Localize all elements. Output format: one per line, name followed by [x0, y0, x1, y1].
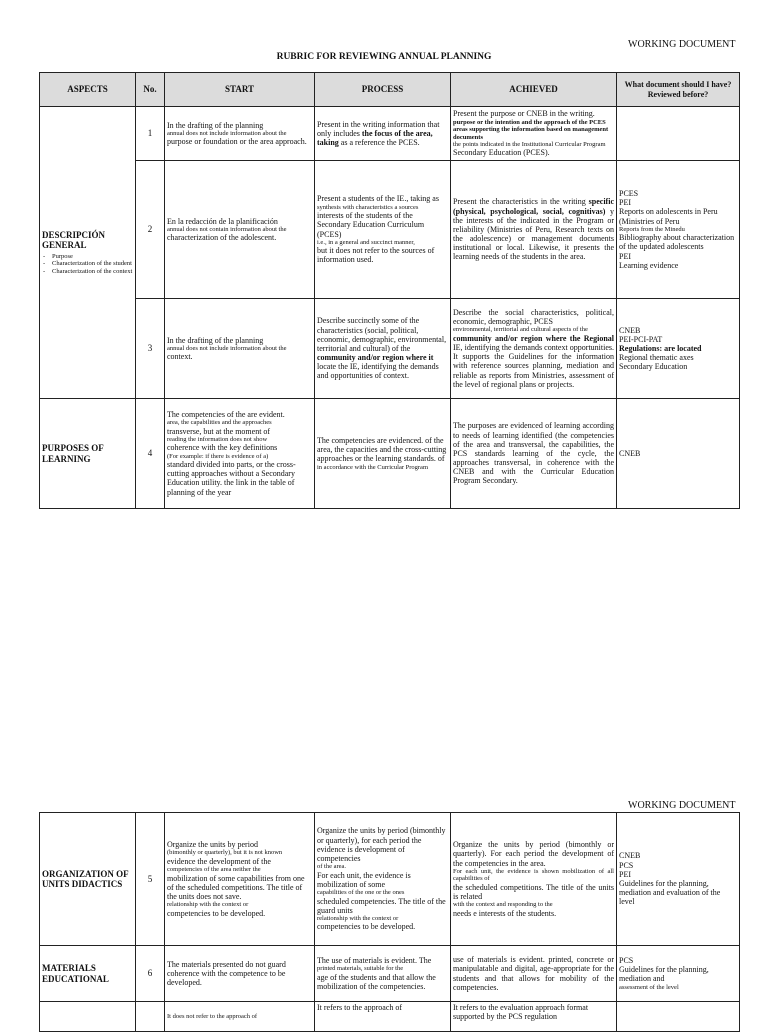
table-row: [40, 107, 740, 161]
text: Organize the units by period: [167, 840, 258, 850]
doc-item-small: Reports from the Minedu: [619, 225, 685, 233]
cell-achieved: It refers to the evaluation approach format supported by the PCS regulation: [451, 1002, 617, 1032]
doc-item: CNEB: [619, 851, 641, 861]
doc-item: Learning evidence: [619, 260, 679, 270]
text: The competencies are evidenced. of the area, the capacities and the cross-cutting approaches or the learning standards. of: [317, 435, 447, 464]
cell-documents: [617, 813, 740, 946]
text: Organize the units by period (bimonthly or quarterly). For each period the development of the competencies in the area.: [453, 840, 614, 868]
cell-start: [165, 1002, 315, 1032]
cell-documents: [617, 1002, 740, 1032]
subitem-student: - Characterization of the student: [52, 260, 133, 267]
aspect-label: DESCRIPCIÓN GENERAL: [42, 229, 106, 251]
text: scheduled competencies. The title of the guard units: [317, 896, 446, 915]
doc-item-small: assessment of the level: [619, 983, 679, 991]
text-bold: purpose or the intention and the approach of the PCES: [453, 118, 606, 126]
cell-process: [315, 813, 451, 946]
text: y the interests of the indicated in the Program or reliability (Ministries of Peru, Research texts on the adolescence) or management documents institutional or local. Likewise, it presents the learning needs of the students in the area.: [453, 206, 614, 262]
text-small: printed materials, suitable for the: [317, 965, 404, 973]
text: as a reference the PCES.: [340, 138, 420, 148]
row-number: 1: [136, 107, 165, 161]
cell-start: [165, 399, 315, 509]
working-document-label-page2: WORKING DOCUMENT: [628, 800, 736, 811]
text: IE, identifying the demands context opportunities. It supports the Guidelines for the information with reference sources planning, mediation and reliable as reports from Ministries, assessment of the level of regional plans or projects.: [453, 343, 614, 389]
cell-documents: [617, 107, 740, 161]
text-small: relationship with the context or: [167, 901, 249, 909]
aspect-subitems: [42, 253, 133, 275]
header-start: START: [165, 73, 315, 107]
aspect-materials: MATERIALS EDUCATIONAL: [40, 946, 136, 1002]
cell-achieved: use of materials is evident. printed, concrete or manipulatable and digital, age-appropriate for the students and that allows for mobility of the competencies.: [451, 946, 617, 1002]
text-small: with the context and responding to the: [453, 901, 553, 909]
text-small: i.e., in a general and succinct manner,: [317, 238, 415, 246]
text-bold: specific (physical, psychological, social, cognitivas): [453, 197, 614, 216]
text: mobilization of some capabilities from one of the scheduled competitions. The title of the units does not save.: [167, 873, 305, 901]
text: competencies to be developed.: [317, 922, 416, 932]
cell-process: [315, 299, 451, 399]
doc-item: CNEB: [619, 325, 641, 335]
text: but it does not refer to the sources of information used.: [317, 246, 435, 265]
text-small: annual does not include information about the: [167, 344, 287, 352]
table-header-row: [40, 73, 740, 107]
cell-process: [315, 399, 451, 509]
doc-item: PCES: [619, 189, 639, 199]
text: For each unit, the evidence is mobilization of some: [317, 870, 411, 889]
text-small: of the area.: [317, 863, 347, 871]
doc-item: Guidelines for the planning, mediation and evaluation of the level: [619, 879, 721, 907]
doc-item: PEI: [619, 251, 631, 261]
text-small: competencies of the area neither the: [167, 866, 261, 874]
text-small: It does not refer to the approach of: [167, 1013, 258, 1020]
aspect-purposes: PURPOSES OF LEARNING: [40, 399, 136, 509]
text-bold: community and/or region where it: [317, 353, 434, 363]
table-row: [40, 399, 740, 509]
text: coherence with the key definitions: [167, 443, 278, 453]
doc-item: PEI: [619, 869, 631, 879]
table-row: [40, 946, 740, 1002]
row-number: 6: [136, 946, 165, 1002]
text: interests of the students of the Secondary Education Curriculum (PCES): [317, 211, 425, 239]
text: context.: [167, 352, 193, 362]
row-number: 4: [136, 399, 165, 509]
text-small: capabilities of the one or the ones: [317, 889, 405, 897]
table-row: [40, 813, 740, 946]
aspect-descripcion-general: [40, 107, 136, 399]
table-row: [40, 1002, 740, 1032]
working-document-label: WORKING DOCUMENT: [628, 39, 736, 50]
cell-documents: CNEB: [617, 399, 740, 509]
header-documents: What document should I have? Reviewed before?: [617, 73, 740, 107]
doc-item: PEI: [619, 198, 631, 208]
text: locate the IE, identifying the demands and opportunities of context.: [317, 362, 439, 381]
cell-start: [165, 813, 315, 946]
text-small: relationship with the context or: [317, 914, 399, 922]
doc-item: PCS: [619, 860, 634, 870]
cell-process: It refers to the approach of: [315, 1002, 451, 1032]
text-small: annual does not include information about the: [167, 129, 287, 137]
text: the scheduled competitions. The title of the units is related: [453, 882, 614, 901]
text: Present the purpose or CNEB in the writing.: [453, 109, 595, 119]
text-small: environmental, territorial and cultural aspects of the: [453, 326, 588, 334]
text: In the drafting of the planning: [167, 120, 264, 130]
text: Present a students of the IE., taking as: [317, 194, 439, 204]
row-number: [136, 1002, 165, 1032]
text-bold: areas supporting the information based on management documents: [453, 126, 609, 141]
text: Organize the units by period (bimonthly or quarterly), for each period the evidence is development of competencies: [317, 826, 446, 864]
row-number: 2: [136, 161, 165, 299]
text: Present the characteristics in the writing: [453, 197, 586, 207]
table-row: [40, 161, 740, 299]
text: competencies to be developed.: [167, 908, 266, 918]
rubric-table-page2: [39, 812, 740, 1032]
cell-start: [165, 107, 315, 161]
text-small: (bimonthly or quarterly), but it is not known: [167, 849, 283, 857]
cell-documents: [617, 946, 740, 1002]
text-small: For each unit, the evidence is shown mobilization of all capabilities of: [453, 867, 614, 883]
row-number: 5: [136, 813, 165, 946]
cell-start: [165, 161, 315, 299]
text: Describe the social characteristics, political, economic, demographic, PCES: [453, 308, 614, 327]
text: purpose or foundation or the area approach.: [167, 137, 307, 147]
doc-item: PEI-PCI-PAT: [619, 334, 663, 344]
subitem-purpose: - Purpose: [52, 253, 133, 260]
cell-process: [315, 946, 451, 1002]
cell-documents: [617, 161, 740, 299]
cell-start: [165, 299, 315, 399]
text-bold: community and/or region where the Regional: [453, 333, 614, 343]
cell-achieved: [451, 299, 617, 399]
text: age of the students and that allow the mobilization of the competencies.: [317, 972, 436, 991]
table-row: [40, 299, 740, 399]
header-no: No.: [136, 73, 165, 107]
cell-achieved: [451, 813, 617, 946]
cell-start: The materials presented do not guard coherence with the competence to be developed.: [165, 946, 315, 1002]
doc-item: Guidelines for the planning, mediation and: [619, 965, 709, 984]
row-number: 3: [136, 299, 165, 399]
aspect-cell: [40, 1002, 136, 1032]
cell-process: [315, 161, 451, 299]
doc-item: PCS: [619, 955, 634, 965]
text: transverse, but at the moment of: [167, 426, 271, 436]
text-small: reading the information does not show: [167, 435, 268, 443]
text-small: synthesis with characteristics a sources: [317, 203, 419, 211]
text-small: (For example: if there is evidence of a): [167, 452, 269, 460]
doc-item: Reports on adolescents in Peru (Ministries of Peru: [619, 207, 718, 226]
header-process: PROCESS: [315, 73, 451, 107]
text: standard divided into parts, or the cross-cutting approaches without a Secondary Education utility. the link in the table of planning of the year: [167, 460, 296, 497]
text-small: annual does not contain information about the: [167, 225, 287, 233]
page-title: RUBRIC FOR REVIEWING ANNUAL PLANNING: [276, 52, 492, 62]
cell-process: [315, 107, 451, 161]
header-achieved: ACHIEVED: [451, 73, 617, 107]
cell-achieved: [451, 161, 617, 299]
text: The use of materials is evident. The: [317, 955, 432, 965]
text: En la redacción de la planificación: [167, 216, 278, 226]
text-bold: the focus of the area, taking: [317, 128, 433, 148]
text-small: in accordance with the Curricular Program: [317, 463, 428, 471]
cell-documents: [617, 299, 740, 399]
doc-item: Secondary Education: [619, 362, 688, 372]
text: Present in the writing information that only includes: [317, 119, 440, 138]
text: Secondary Education (PCES).: [453, 148, 550, 158]
text: Describe succinctly some of the characteristics (social, political, economic, demographic, environmental, territorial and cultural) of the: [317, 316, 447, 353]
doc-item: Regional thematic axes: [619, 353, 694, 363]
subitem-context: - Characterization of the context: [52, 268, 133, 275]
text: characterization of the adolescent.: [167, 233, 277, 243]
aspect-organization: ORGANIZATION OF UNITS DIDACTICS: [40, 813, 136, 946]
text-small: area, the capabilities and the approaches: [167, 419, 272, 427]
header-aspects: ASPECTS: [40, 73, 136, 107]
rubric-table: [39, 72, 740, 509]
doc-item: Bibliography about characterization of the updated adolescents: [619, 233, 735, 252]
cell-achieved: The purposes are evidenced of learning according to needs of learning identified (the competencies of the area and transversal, the capabilities, the PCS standards learning of the cycle, the approaches transversal, in coherence with the CNEB and with the Curricular Education Program Secondary.: [451, 399, 617, 509]
cell-achieved: [451, 107, 617, 161]
text-small: the points indicated in the Institutional Curricular Program: [453, 140, 606, 148]
text: The competencies of the are evident.: [167, 410, 285, 420]
text: needs e interests of the students.: [453, 908, 557, 918]
text: In the drafting of the planning: [167, 335, 264, 345]
text: evidence the development of the: [167, 856, 271, 866]
doc-item-bold: Regulations: are located: [619, 343, 702, 353]
